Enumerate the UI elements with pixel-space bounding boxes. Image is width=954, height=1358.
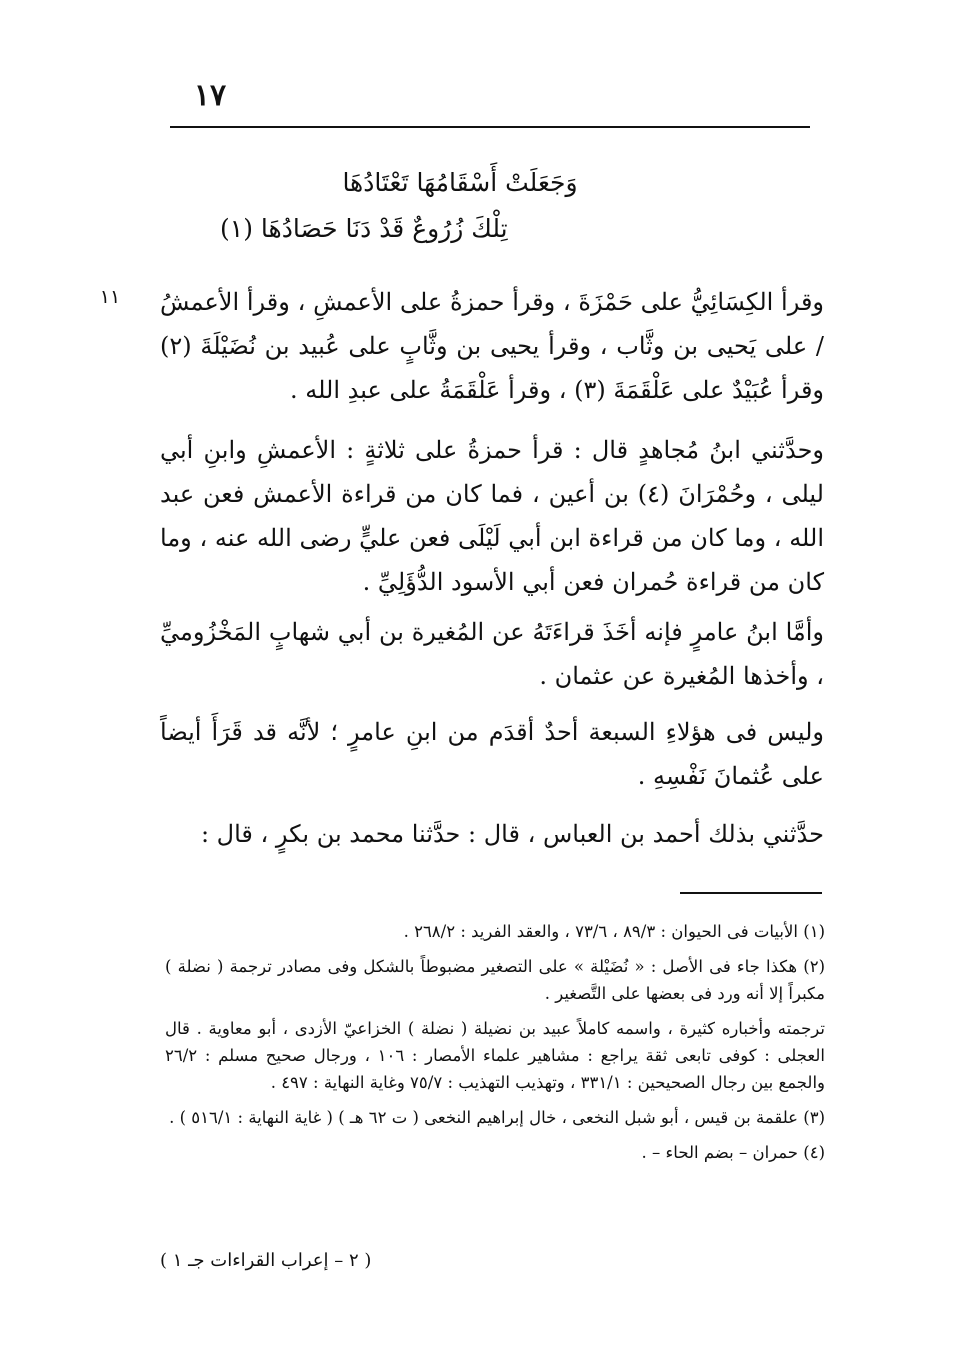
header-rule — [170, 126, 810, 128]
footnote-text: (١) الأبيات فى الحيوان : ٨٩/٣ ، ٧٣/٦ ، والعقد الفريد : ٢٦٨/٢ . — [403, 922, 825, 941]
footnote-text: (٤) حمران – بضم الحاء – . — [641, 1143, 825, 1162]
footnote-1 — [165, 918, 825, 945]
footnote-4 — [165, 1139, 825, 1166]
footnotes — [165, 918, 825, 1174]
body-paragraph: وقرأ الكِسَائِيُّ على حَمْزَةَ ، وقرأ حمزةُ على الأعمشِ ، وقرأ الأعمشُ / على يَحيى بن وثَّاب ، وقرأ يحيى بن وثَّابٍ على عُبيد بن نُضَيْلَةَ (٢) وقرأ عُبَيْدٌ على عَلْقَمَةَ (٣) ، وقرأ عَلْقَمَةُ على عبدِ الله . — [160, 288, 825, 404]
footnote-text: (٣) علقمة بن قيس ، أبو شبل النخعى ، خال إبراهيم النخعى ( ت ٦٢ هـ ) ( غاية النهاية : ٥١٦/١ ) . — [169, 1108, 825, 1127]
footnote-2 — [165, 953, 825, 1007]
footnote-text: (٢) هكذا جاء فى الأصل : « نُضَيْلة » على التصغير مضبوطاً بالشكل وفى مصادر ترجمة ( نضلة ) مكبراً إلا أنه ورد فى بعضها على التَّصغير . — [165, 957, 825, 1003]
footnote-3 — [165, 1104, 825, 1131]
body-paragraph: وحدَّثني ابنُ مُجاهدٍ قال : قرأ حمزةُ على ثلاثةٍ : الأعمشِ وابنِ أبي ليلى ، وحُمْرَانَ (٤) بن أعين ، فما كان من قراءة الأعمش فعن عبد الله ، وما كان من قراءة ابن أبي لَيْلَى فعن عليٍّ رضى الله عنه ، وما كان من قراءة حُمران فعن أبي الأسود الدُّؤَلِيِّ . — [160, 436, 824, 596]
verse-line-1: وَجَعَلَتْ أَسْقَامُهَا تَعْتَادُهَا — [342, 168, 578, 197]
body-paragraph: وأمَّا ابنُ عامرٍ فإنه أخَذَ قراءَتَهُ عن المُغيرة بن أبي شهابٍ المَخْزُوميِّ ، وأخذها المُغيرة عن عثمان . — [160, 618, 824, 690]
footnote-separator — [680, 892, 822, 894]
page-number: ١٧ — [193, 78, 227, 113]
footnote-text: ترجمته وأخباره كثيرة ، واسمه كاملاً عبيد بن نضيلة ( نضلة ) الخزاعيّ الأزدى ، أبو معاوية . قال العجلى : كوفى تابعى ثقة يراجع : مشاهير علماء الأمصار : ١٠٦ ، ورجال صحيح مسلم : ٢٦/٢ والجمع بين رجال الصحيحين : ٣٣١/١ ، وتهذيب التهذيب : ٧٥/٧ وغاية النهاية : ٤٩٧ . — [165, 1019, 825, 1092]
body-paragraph: حدَّثني بذلك أحمد بن العباس ، قال : حدَّثنا محمد بن بكرٍ ، قال : — [200, 820, 824, 848]
margin-page-note: ١١ — [99, 286, 121, 308]
body-paragraph: وليس فى هؤلاءِ السبعة أحدٌ أقدَم من ابنِ عامرٍ ؛ لأنَّه قد قَرَأَ أيضاً على عُثمانَ نَفْسِهِ . — [160, 718, 824, 790]
printer-signature: ( ٢ – إعراب القراءات جـ ١ ) — [160, 1250, 372, 1271]
verse-line-2: تِلْكَ زُرُوعٌ قَدْ دَنَا حَصَادُهَا (١) — [220, 214, 508, 243]
footnote-2-continued — [165, 1015, 825, 1096]
